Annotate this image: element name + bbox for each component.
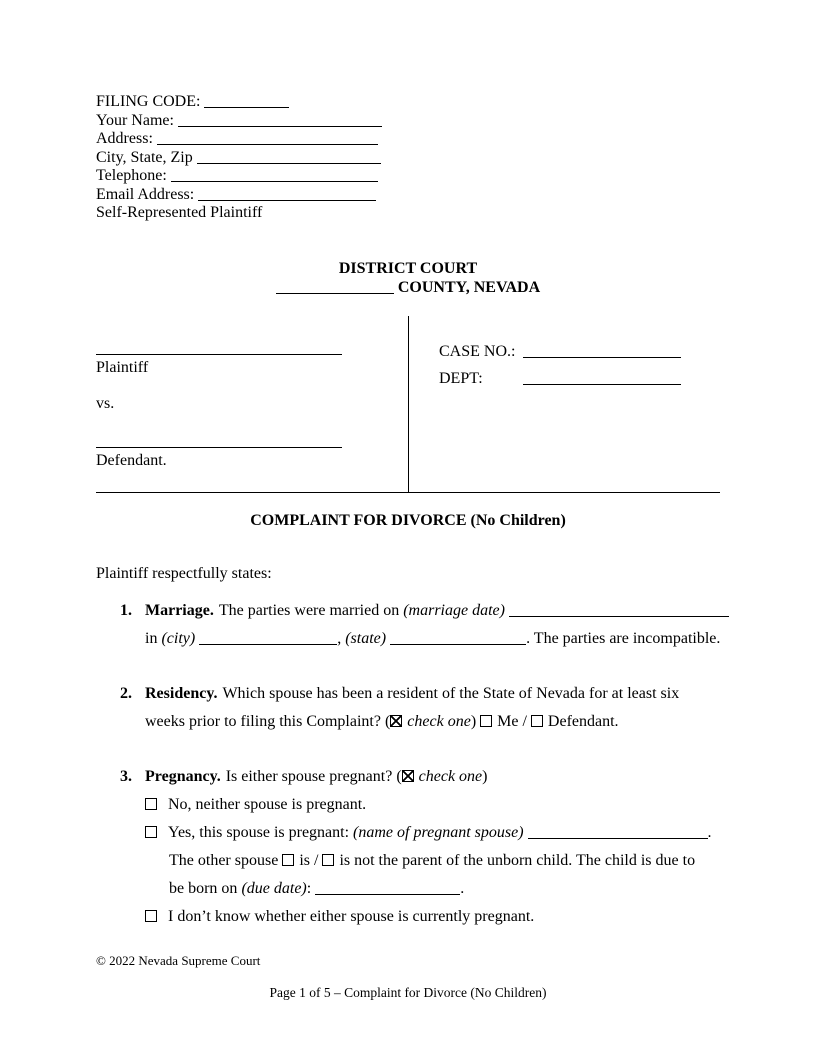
option-not-pregnant-label: No, neither spouse is pregnant. <box>168 795 367 813</box>
marriage-text: , <box>337 629 346 647</box>
pregnancy-line-1 <box>145 763 720 791</box>
intro-text: Plaintiff respectfully states: <box>96 564 272 582</box>
pregnancy-continuation-1 <box>145 847 720 875</box>
option-dont-know <box>145 903 720 931</box>
city-state-zip-line <box>96 149 720 168</box>
filing-code-label: FILING CODE: <box>96 93 201 110</box>
city-state-zip-label: City, State, Zip <box>96 148 193 166</box>
marriage-line-2 <box>145 625 729 653</box>
city-hint: (city) <box>161 629 196 647</box>
court-heading <box>96 259 720 297</box>
option-dont-know-label: I don’t know whether either spouse is currently pregnant. <box>168 907 535 925</box>
item-pregnancy <box>96 763 720 931</box>
plaintiff-label: Plaintiff <box>96 358 149 376</box>
pregnant-spouse-name-field[interactable] <box>528 837 708 839</box>
me-checkbox[interactable] <box>480 715 492 727</box>
email-line <box>96 186 720 205</box>
option-not-pregnant <box>145 791 720 819</box>
residency-text: Which spouse has been a resident of the State of Nevada for at least six <box>222 684 680 702</box>
caption-case-info <box>408 316 720 492</box>
defendant-option-label: Defendant. <box>547 712 619 730</box>
dont-know-checkbox[interactable] <box>145 910 157 922</box>
your-name-line <box>96 112 720 131</box>
case-no-row <box>439 342 720 361</box>
pregnancy-text: . <box>707 823 712 841</box>
email-label: Email Address: <box>96 185 195 203</box>
pregnancy-text: ) <box>482 767 488 785</box>
item-residency <box>96 680 720 736</box>
defendant-name-field[interactable] <box>96 447 342 448</box>
county-line <box>96 278 720 297</box>
filing-code-field[interactable] <box>204 106 289 108</box>
residency-line-1 <box>145 680 720 708</box>
address-field[interactable] <box>157 143 378 145</box>
checkbox-checked-icon <box>390 715 402 727</box>
city-state-zip-field[interactable] <box>197 162 381 164</box>
dept-label: DEPT: <box>439 369 483 387</box>
due-date-hint: (due date) <box>241 879 307 897</box>
state-field[interactable] <box>390 643 526 645</box>
page-number-text: Page 1 of 5 – Complaint for Divorce (No Children) <box>269 985 547 1000</box>
case-caption <box>96 316 720 493</box>
email-field[interactable] <box>198 199 376 201</box>
address-label: Address: <box>96 130 153 147</box>
telephone-label: Telephone: <box>96 167 167 184</box>
your-name-label: Your Name: <box>96 111 174 129</box>
item-number: 2. <box>120 684 132 702</box>
residency-text: weeks prior to filing this Complaint? ( <box>145 712 391 730</box>
document-title: COMPLAINT FOR DIVORCE (No Children) <box>250 511 566 529</box>
is-parent-label: is / <box>299 851 323 869</box>
defendant-label: Defendant. <box>96 451 167 469</box>
me-label: Me / <box>497 712 531 730</box>
check-one-hint: check one <box>418 767 483 785</box>
case-no-field[interactable] <box>523 356 681 358</box>
pregnancy-continuation-2 <box>145 875 720 903</box>
marriage-date-field[interactable] <box>509 615 729 617</box>
plaintiff-name-field[interactable] <box>96 354 342 355</box>
caption-parties <box>96 316 408 492</box>
item-residency-body <box>145 680 720 736</box>
dept-field[interactable] <box>523 383 681 385</box>
not-pregnant-checkbox[interactable] <box>145 798 157 810</box>
is-parent-checkbox[interactable] <box>282 854 294 866</box>
telephone-field[interactable] <box>171 180 378 182</box>
pregnancy-text: Is either spouse pregnant? ( <box>225 767 402 785</box>
pregnant-yes-checkbox[interactable] <box>145 826 157 838</box>
dept-row <box>439 369 720 388</box>
county-field[interactable] <box>276 292 394 294</box>
marriage-text: The parties were married on <box>218 601 404 619</box>
item-marriage <box>96 597 720 653</box>
pregnant-spouse-hint: (name of pregnant spouse) <box>353 823 524 841</box>
vs-label: vs. <box>96 394 115 412</box>
address-line <box>96 130 720 149</box>
option-pregnant-yes-label: Yes, this spouse is pregnant: <box>168 823 354 841</box>
is-not-parent-label: is not the parent of the unborn child. The child is due to <box>339 851 696 869</box>
pregnancy-text: : <box>306 879 316 897</box>
your-name-field[interactable] <box>178 125 382 127</box>
item-marriage-body <box>145 597 729 653</box>
filing-code-line <box>96 93 720 112</box>
due-date-field[interactable] <box>315 893 460 895</box>
copyright-text: © 2022 Nevada Supreme Court <box>96 953 261 968</box>
item-number: 1. <box>120 601 132 619</box>
check-one-hint: check one <box>407 712 471 730</box>
pregnancy-text: be born on <box>169 879 242 897</box>
county-label: COUNTY, NEVADA <box>397 278 541 296</box>
marriage-line-1 <box>145 597 729 625</box>
telephone-line <box>96 167 720 186</box>
case-no-label: CASE NO.: <box>439 342 516 360</box>
pregnancy-heading: Pregnancy. <box>145 767 221 785</box>
filer-info-block <box>96 93 720 223</box>
defendant-checkbox[interactable] <box>531 715 543 727</box>
residency-line-2 <box>145 708 720 736</box>
checkbox-checked-icon <box>402 770 414 782</box>
pregnancy-text: . <box>460 879 465 897</box>
pregnancy-text: The other spouse <box>169 851 283 869</box>
is-not-parent-checkbox[interactable] <box>322 854 334 866</box>
item-pregnancy-body <box>145 763 720 931</box>
state-hint: (state) <box>345 629 387 647</box>
district-court-title: DISTRICT COURT <box>338 259 478 277</box>
marriage-date-hint: (marriage date) <box>403 601 505 619</box>
residency-text: ) <box>470 712 481 730</box>
marriage-text: . The parties are incompatible. <box>526 629 721 647</box>
marriage-text: in <box>145 629 162 647</box>
item-number: 3. <box>120 767 132 785</box>
residency-heading: Residency. <box>145 684 218 702</box>
self-represented-label: Self-Represented Plaintiff <box>96 204 263 221</box>
numbered-items <box>96 597 720 931</box>
option-pregnant-yes <box>145 819 720 847</box>
marriage-heading: Marriage. <box>145 601 214 619</box>
city-field[interactable] <box>199 643 337 645</box>
